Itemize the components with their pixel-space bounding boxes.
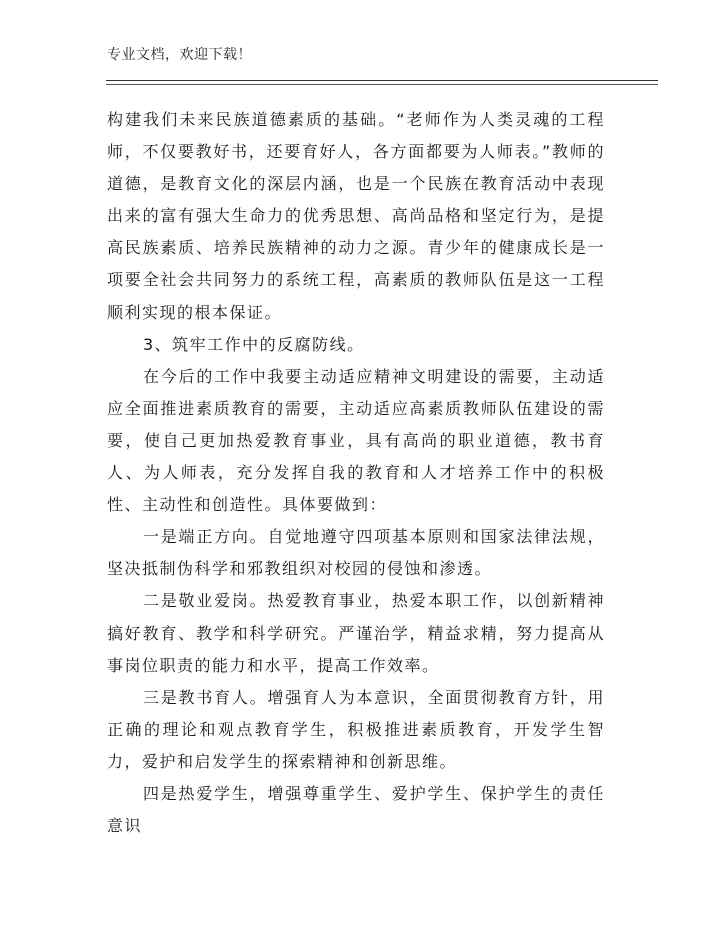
header-rule-thin [106,84,658,85]
header-rule-thick [106,80,658,81]
paragraph-3: 在今后的工作中我要主动适应精神文明建设的需要，主动适应全面推进素质教育的需要，主动适应高素质教师队伍建设的需要，使自己更加热爱教育事业，具有高尚的职业道德，教书育人、为人师表，充分发挥自我的教育和人才培养工作中的积极性、主动性和创造性。具体要做到： [107,366,605,515]
paragraph-7: 四是热爱学生，增强尊重学生、爱护学生、保护学生的责任意识 [107,783,605,836]
paragraph-4: 一是端正方向。自觉地遵守四项基本原则和国家法律法规，坚决抵制伪科学和邪教组织对校园的侵蚀和渗透。 [107,527,605,579]
paragraph-6: 三是教书育人。增强育人为本意识，全面贯彻教育方针，用正确的理论和观点教育学生，积极推进素质教育，开发学生智力，爱护和启发学生的探索精神和创新思维。 [107,687,605,771]
paragraph-5: 二是敬业爱岗。热爱教育事业，热爱本职工作，以创新精神搞好教育、教学和科学研究。严谨治学，精益求精，努力提高从事岗位职责的能力和水平，提高工作效率。 [107,591,605,675]
section-heading: 3、筑牢工作中的反腐防线。 [143,334,365,354]
page-header: 专业文档，欢迎下载！ [107,47,252,63]
document-body [107,104,605,842]
paragraph-1: 构建我们未来民族道德素质的基础。“老师作为人类灵魂的工程师，不仅要教好书，还要育好人，各方面都要为人师表。”教师的道德，是教育文化的深层内涵，也是一个民族在教育活动中表现出来的富有强大生命力的优秀思想、高尚品格和坚定行为，是提高民族素质、培养民族精神的动力之源。青少年的健康成长是一项要全社会共同努力的系统工程，高素质的教师队伍是这一工程顺利实现的根本保证。 [107,110,605,322]
